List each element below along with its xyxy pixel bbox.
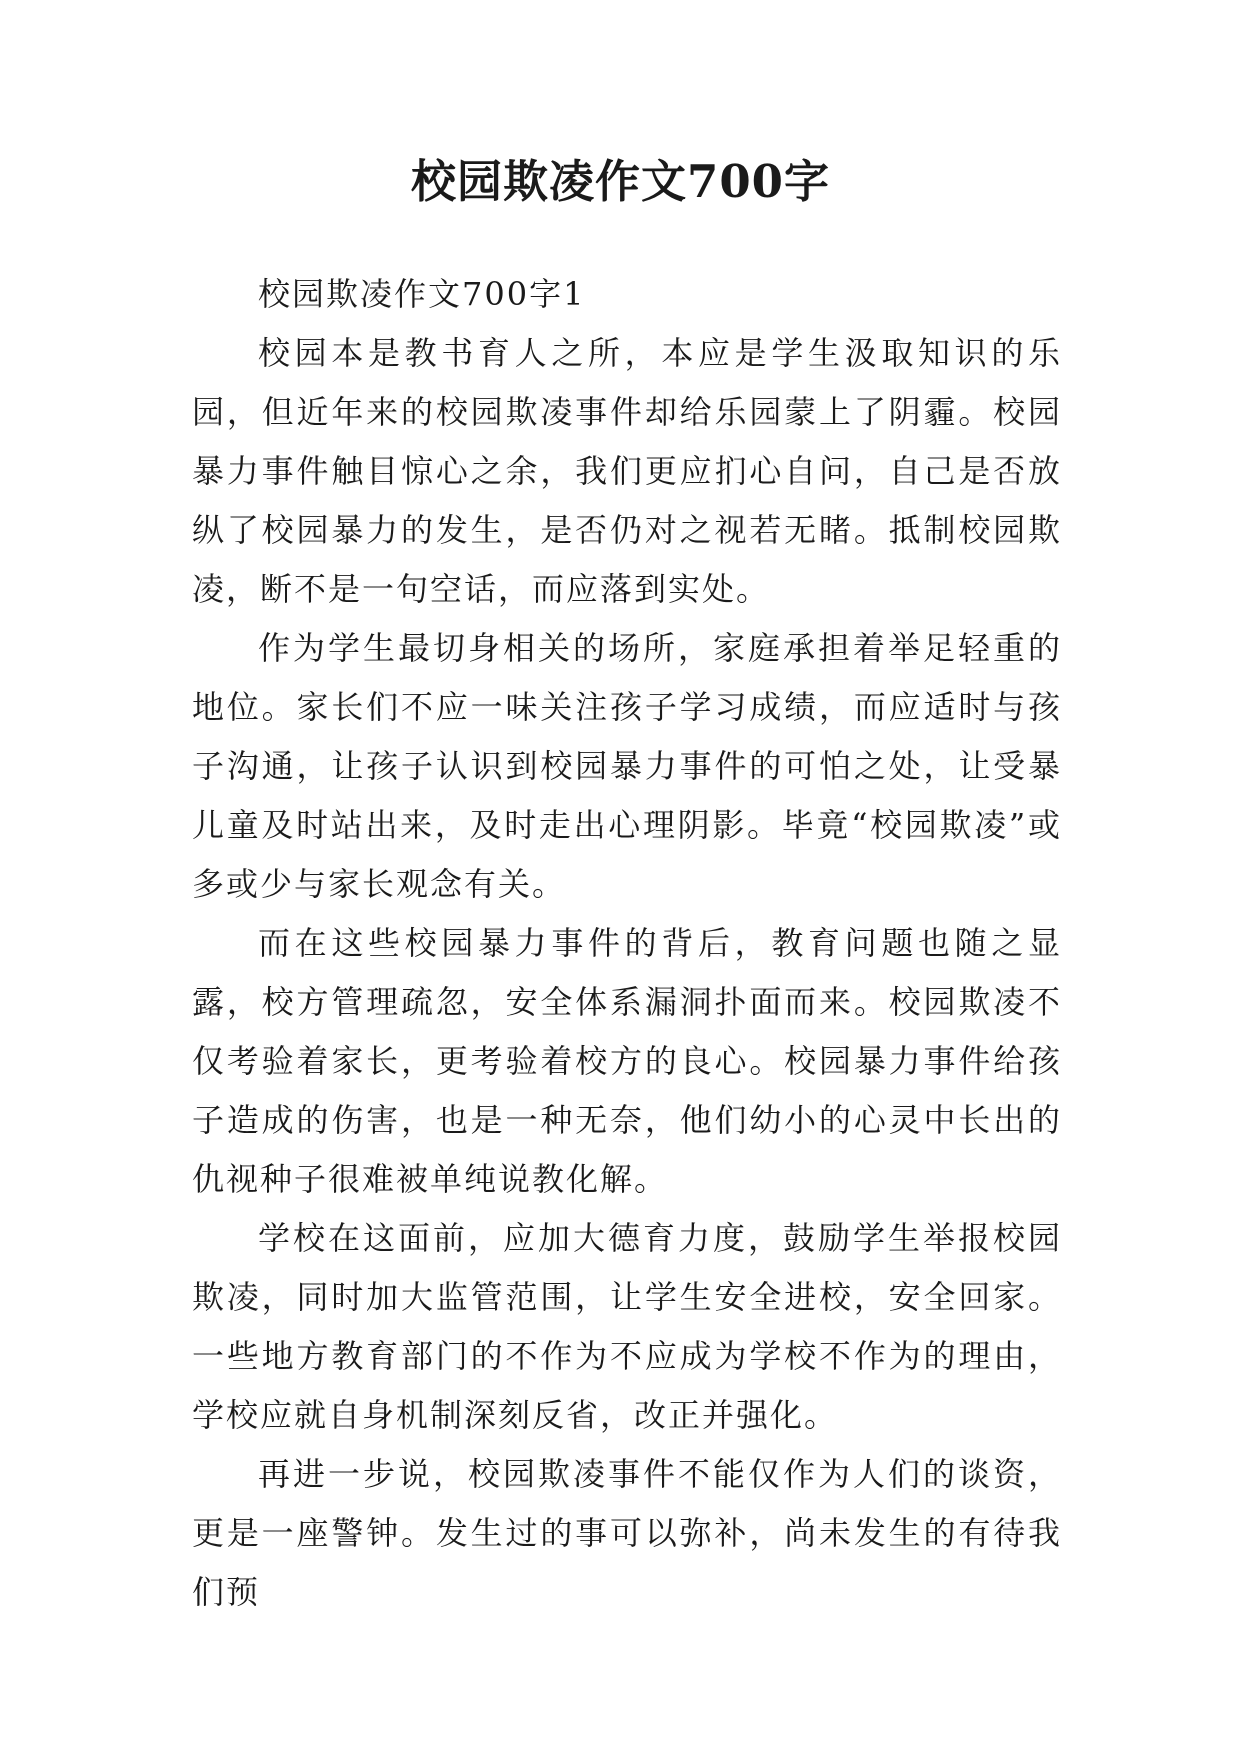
section-heading: 校园欺凌作文700字1 [258, 275, 586, 313]
document-body [192, 265, 1062, 1622]
paragraph-2: 作为学生最切身相关的场所，家庭承担着举足轻重的地位。家长们不应一味关注孩子学习成绩，而应适时与孩子沟通，让孩子认识到校园暴力事件的可怕之处，让受暴儿童及时站出来，及时走出心理阴影。毕竟“校园欺凌”或多或少与家长观念有关。 [192, 629, 1062, 903]
paragraph-1: 校园本是教书育人之所，本应是学生汲取知识的乐园，但近年来的校园欺凌事件却给乐园蒙上了阴霾。校园暴力事件触目惊心之余，我们更应扪心自问，自己是否放纵了校园暴力的发生，是否仍对之视若无睹。抵制校园欺凌，断不是一句空话，而应落到实处。 [192, 334, 1062, 608]
paragraph-4: 学校在这面前，应加大德育力度，鼓励学生举报校园欺凌，同时加大监管范围，让学生安全进校，安全回家。一些地方教育部门的不作为不应成为学校不作为的理由，学校应就自身机制深刻反省，改正并强化。 [192, 1219, 1062, 1434]
document-title: 校园欺凌作文700字 [411, 155, 830, 208]
paragraph-5: 再进一步说，校园欺凌事件不能仅作为人们的谈资，更是一座警钟。发生过的事可以弥补，尚未发生的有待我们预 [192, 1455, 1062, 1611]
paragraph-3: 而在这些校园暴力事件的背后，教育问题也随之显露，校方管理疏忽，安全体系漏洞扑面而来。校园欺凌不仅考验着家长，更考验着校方的良心。校园暴力事件给孩子造成的伤害，也是一种无奈，他们幼小的心灵中长出的仇视种子很难被单纯说教化解。 [192, 924, 1062, 1198]
